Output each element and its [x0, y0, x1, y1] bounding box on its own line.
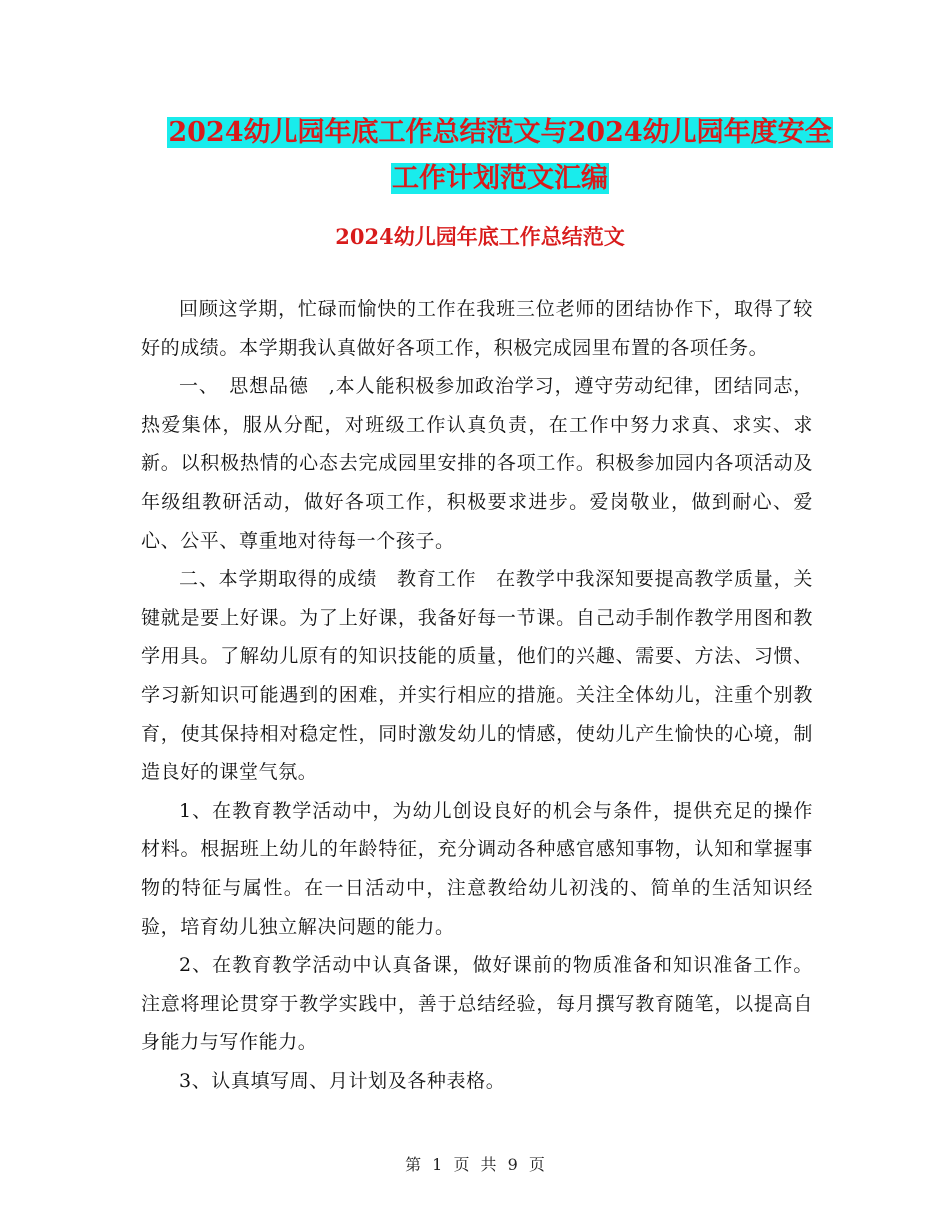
document-title — [140, 110, 860, 202]
paragraph-intro: 回顾这学期，忙碌而愉快的工作在我班三位老师的团结协作下，取得了较好的成绩。本学期我认真做好各项工作，积极完成园里布置的各项任务。 — [141, 298, 813, 359]
section-title: 2024幼儿园年底工作总结范文 — [335, 224, 625, 249]
document-title-line1: 2024幼儿园年底工作总结范文与2024幼儿园年度安全 — [168, 117, 832, 148]
page-footer: 第 1 页 共 9 页 — [405, 1155, 545, 1174]
document-body — [141, 290, 813, 1100]
document-title-line2: 工作计划范文汇编 — [392, 163, 608, 194]
paragraph-achievements: 二、本学期取得的成绩 教育工作 在教学中我深知要提高教学质量，关键就是要上好课。为了上好课，我备好每一节课。自己动手制作教学用图和教学用具。了解幼儿原有的知识技能的质量，他们的兴趣、需要、方法、习惯、学习新知识可能遇到的困难，并实行相应的措施。关注全体幼儿，注重个别教育，使其保持相对稳定性，同时激发幼儿的情感，使幼儿产生愉快的心境，制造良好的课堂气氛。 — [141, 568, 813, 784]
paragraph-item-1: 1、在教育教学活动中，为幼儿创设良好的机会与条件，提供充足的操作材料。根据班上幼儿的年龄特征，充分调动各种感官感知事物，认知和掌握事物的特征与属性。在一日活动中，注意教给幼儿初浅的、简单的生活知识经验，培育幼儿独立解决问题的能力。 — [141, 799, 813, 938]
paragraph-item-2: 2、在教育教学活动中认真备课，做好课前的物质准备和知识准备工作。注意将理论贯穿于教学实践中，善于总结经验，每月撰写教育随笔，以提高自身能力与写作能力。 — [141, 954, 813, 1054]
paragraph-item-3: 3、认真填写周、月计划及各种表格。 — [179, 1069, 506, 1092]
paragraph-moral-character: 一、 思想品德 ,本人能积极参加政治学习，遵守劳动纪律，团结同志，热爱集体，服从分配，对班级工作认真负责，在工作中努力求真、求实、求新。以积极热情的心态去完成园里安排的各项工作。积极参加园内各项活动及年级组教研活动，做好各项工作，积极要求进步。爱岗敬业，做到耐心、爱心、公平、尊重地对待每一个孩子。 — [141, 375, 813, 552]
